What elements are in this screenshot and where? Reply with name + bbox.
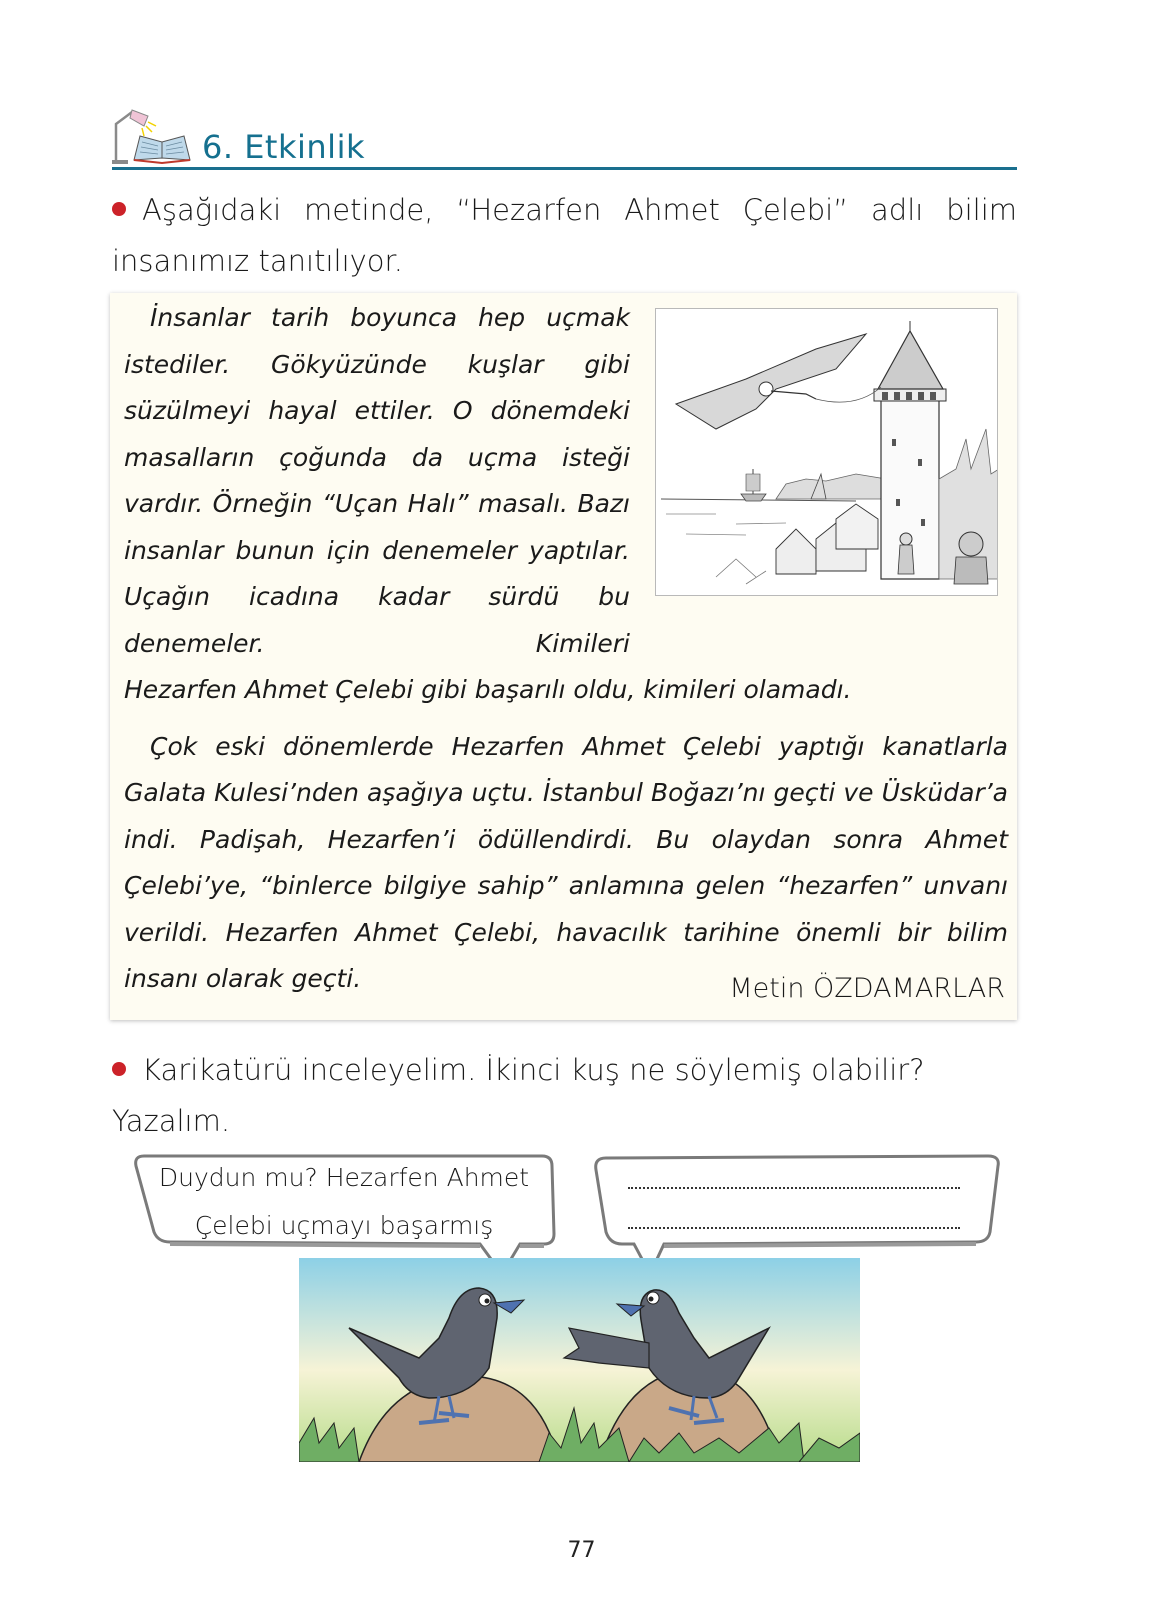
bullet-icon xyxy=(112,202,126,216)
answer-line-2[interactable] xyxy=(628,1226,960,1229)
activity-header xyxy=(112,108,1017,172)
passage-author: Metin ÖZDAMARLAR xyxy=(729,973,1005,1004)
bullet-icon xyxy=(112,1062,126,1076)
hezarfen-illustration xyxy=(655,308,998,596)
galata-tower-sketch-icon xyxy=(656,309,998,596)
bubble1-line-1: Duydun mu? Hezarfen Ahmet xyxy=(158,1163,530,1192)
intro-instruction xyxy=(112,185,1017,287)
cartoon-task-instruction xyxy=(112,1045,1017,1147)
activity-title: 6. Etkinlik xyxy=(202,128,365,166)
lamp-and-book-icon xyxy=(112,108,192,166)
passage-paragraph-1: İnsanlar tarih boyunca hep uçmak istediler. Gökyüzünde kuşlar gibi süzülmeyi hayal ettiler. O dönemdeki masalların çoğunda da uçma isteği vardır. Örneğin “Uçan Halı” masalı. Bazı insanlar bunun için denemeler yaptılar. Uçağın icadına kadar sürdü bu denemeler. Kimileri xyxy=(124,303,630,658)
reading-passage-box xyxy=(110,293,1017,1020)
answer-line-1[interactable] xyxy=(628,1186,960,1189)
passage-paragraph-1-tail: Hezarfen Ahmet Çelebi gibi başarılı oldu, kimileri olamadı. xyxy=(124,675,852,704)
passage-paragraph-2: Çok eski dönemlerde Hezarfen Ahmet Çelebi yaptığı kanatlarla Galata Kulesi’nden aşağıya uçtu. İstanbul Boğazı’nı geçti ve Üsküdar’a indi. Padişah, Hezarfen’i ödüllendirdi. Bu olaydan sonra Ahmet Çelebi’ye, “binlerce bilgiye sahip” anlamına gelen “hezarfen” unvanı verildi. Hezarfen Ahmet Çelebi, havacılık tarihine önemli bir bilim insanı olarak geçti. xyxy=(124,731,1008,993)
intro-text: Aşağıdaki metinde, “Hezarfen Ahmet Çelebi” adlı bilim insanımız tanıtılıyor. xyxy=(112,193,1017,278)
two-crows-cartoon xyxy=(299,1258,860,1462)
task-text: Karikatürü inceleyelim. İkinci kuş ne söylemiş olabilir? Yazalım. xyxy=(112,1053,925,1138)
bubble1-line-2: Çelebi uçmayı başarmış xyxy=(194,1211,494,1240)
page-number: 77 xyxy=(567,1538,596,1563)
header-divider xyxy=(112,167,1017,170)
crows-scene-icon xyxy=(299,1258,860,1462)
